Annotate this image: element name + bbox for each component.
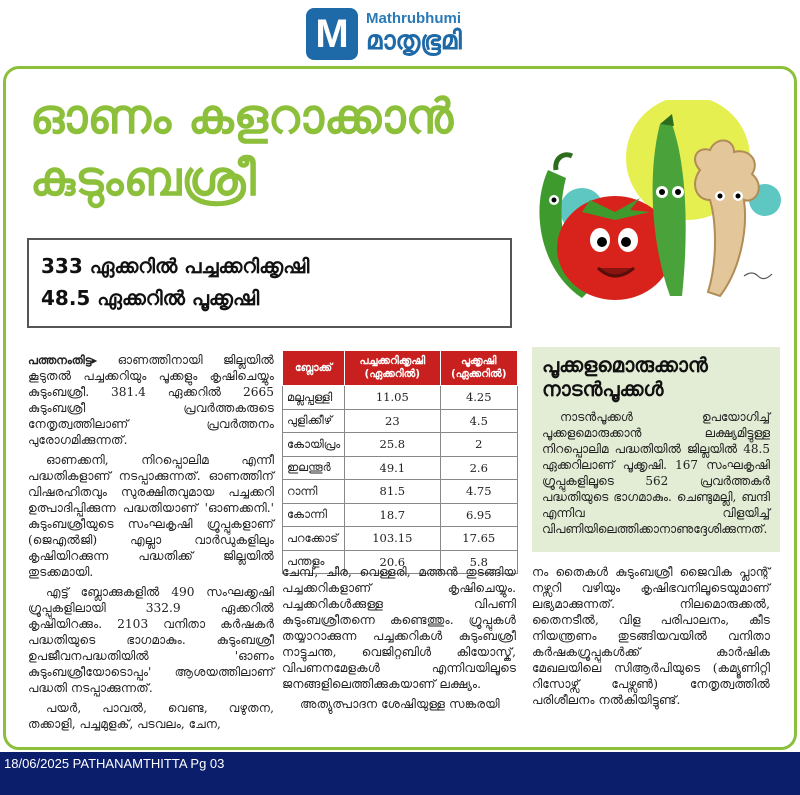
masthead — [306, 5, 462, 63]
headline — [30, 86, 530, 210]
header-block: ബ്ലോക്ക് — [283, 351, 345, 386]
dateline: പത്തനംതിട്ട▸ — [28, 353, 98, 367]
table-row: ഇലന്തൂർ 49.1 2.6 — [283, 456, 518, 480]
subhead-flower: 48.5 ഏക്കറിൽ പൂക്കൃഷി — [41, 286, 260, 310]
brand-malayalam: മാതൃഭൂമി — [366, 26, 462, 57]
table-row: കോന്നി 18.7 6.95 — [283, 503, 518, 527]
logo-letter: M — [315, 12, 349, 56]
article-paragraph: അത്യുത്പാദന ശേഷിയുള്ള സങ്കരയി — [300, 697, 500, 711]
vegetable-cartoon-illustration — [520, 100, 790, 320]
article-column-1 — [28, 352, 274, 736]
header-flower-acres: പൂക്കൃഷി (ഏക്കറിൽ) — [440, 351, 518, 386]
article-paragraph: പയർ, പാവൽ, വെണ്ട, വഴുതന, തക്കാളി, പച്ചമുളക്, പടവലം, ചേന, — [28, 701, 274, 731]
header-vegetable-acres: പച്ചക്കറിക്കൃഷി (ഏക്കറിൽ) — [345, 351, 440, 386]
brand-english: Mathrubhumi — [366, 9, 461, 27]
table-row: പന്തളം 20.6 5.8 — [283, 550, 518, 574]
table-row: പുളിക്കീഴ് 23 4.5 — [283, 409, 518, 433]
sidebar-text: നാടൻപൂക്കൾ ഉപയോഗിച്ച് പൂക്കളമൊരുക്കാൻ ലക്ഷ്യമിട്ടുള്ള നിറപ്പൊലിമ പദ്ധതിയിൽ ജില്ലയിൽ 48.5 ഏക്കറിലാണ് പൂക്കൃഷി. 167 സംഘകൃഷി ഗ്രൂപ്പുകളിലൂടെ 562 പ്രവർത്തകർ പദ്ധതിയുടെ ഭാഗമാകും. ചെണ്ടുമല്ലി, ബന്ദി എന്നിവ വിളയിച്ച് വിപണിയിലെത്തിക്കാനാണുദ്ദേശിക്കുന്നത്. — [542, 410, 770, 536]
article-paragraph: എട്ട് ബ്ലോക്കുകളിൽ 490 സംഘക്കൃഷി ഗ്രൂപ്പുകളിലായി 332.9 ഏക്കറിൽ കൃഷിയിറക്കും. 2103 വനിതാ കർഷകർ പദ്ധതിയുടെ ഭാഗമാകും. കുടുംബശ്രീ ഉപജീവനപദ്ധതിയിൽ 'ഓണം കുടുംബശ്രീയോടൊപ്പം' ആശയത്തിലാണ് പദ്ധതി നടപ്പാക്കുന്നത്. — [28, 585, 274, 695]
table-row: റാന്നി 81.5 4.75 — [283, 480, 518, 504]
article-column-3 — [532, 564, 770, 712]
headline-line-1: ഓണം കളറാക്കാൻ — [30, 89, 454, 145]
table-row: കോയിപ്രം 25.8 2 — [283, 433, 518, 457]
article-paragraph: നം തൈകൾ കുടുംബശ്രീ ജൈവിക പ്ലാന്റ് നഴ്സറി വഴിയും കൃഷിഭവനിലൂടെയുമാണ് ലഭ്യമാക്കുന്നത്. നിലമൊരുക്കൽ, തൈനടീൽ, വിള പരിപാലനം, കീട നിയന്ത്രണം തുടങ്ങിയവയിൽ വനിതാ കർഷകഗ്രൂപ്പുകൾക്ക് കാർഷിക മേഖലയിലെ സിആർപിയുടെ (കമ്യൂണിറ്റി റിസോഴ്സ് പേഴ്സൺ) നേതൃത്വത്തിൽ പരിശീലനം നൽകിയിട്ടുണ്ട്. — [532, 565, 770, 707]
mathrubhumi-logo-icon — [306, 8, 358, 60]
footer-edition-text: 18/06/2025 PATHANAMTHITTA Pg 03 — [4, 756, 225, 771]
logo-wordmark — [366, 11, 462, 57]
sidebar-box — [532, 347, 780, 552]
subhead-box — [27, 238, 512, 328]
footer-bar — [0, 752, 800, 795]
article-paragraph: ചേമ്പ്, ചീര, വെള്ളരി, മത്തൻ തുടങ്ങിയ പച്ചക്കറികളാണ് കൃഷിചെയ്യും. പച്ചക്കറികൾക്കുള്ള വിപണി കുടുംബശ്രീതന്നെ കണ്ടെത്തും. ഗ്രൂപ്പുകൾ തയ്യാറാക്കുന്ന പച്ചക്കറികൾ കുടുംബശ്രീ നാട്ടുചന്ത, വെജിറ്റബിൾ കിയോസ്ക്, വിപണനമേളകൾ എന്നിവയിലൂടെ ജനങ്ങളിലെത്തിക്കുകയാണ് ലക്ഷ്യം. — [282, 565, 516, 691]
subhead-vegetable: 333 ഏക്കറിൽ പച്ചക്കറിക്കൃഷി — [41, 254, 310, 278]
article-paragraph: പത്തനംതിട്ട▸ ഓണത്തിനായി ജില്ലയിൽ കൂടുതൽ പച്ചക്കറിയും പൂക്കളും കൃഷിചെയ്യും കുടുംബശ്രീ. 381.4 ഏക്കറിൽ 2665 കുടുംബശ്രീ പ്രവർത്തകരുടെ നേതൃത്വത്തിലാണ് പ്രവർത്തനം പുരോഗമിക്കുന്നത്. — [28, 353, 274, 447]
sidebar-heading: പൂക്കളമൊരുക്കാൻ നാടൻപൂക്കൾ — [542, 353, 708, 401]
block-wise-table — [282, 350, 518, 574]
headline-line-2: കുടുംബശ്രീ — [30, 151, 256, 207]
article-column-2 — [282, 564, 516, 716]
table-row: പറക്കോട് 103.15 17.65 — [283, 527, 518, 551]
table-header-row — [283, 351, 518, 386]
artist-signature-icon — [744, 273, 772, 279]
table-row: മല്ലപ്പള്ളി 11.05 4.25 — [283, 386, 518, 410]
article-paragraph: ഓണക്കനി, നിറപ്പൊലിമ എന്നീ പദ്ധതികളാണ് നടപ്പാക്കുന്നത്. ഓണത്തിന് വിഷരഹിതവും സുരക്ഷിതവുമായ പച്ചക്കറി ഉത്പാദിപ്പിക്കുന്ന പദ്ധതിയാണ് 'ഓണക്കനി.' കുടുംബശ്രീയുടെ സംഘകൃഷി ഗ്രൂപ്പുകളാണ് (ജെഎൽജി) എല്ലാ വാർഡുകളിലും കൃഷിയിറക്കുന്ന പദ്ധതിക്ക് ജില്ലയിൽ തുടക്കമായി. — [28, 453, 274, 579]
